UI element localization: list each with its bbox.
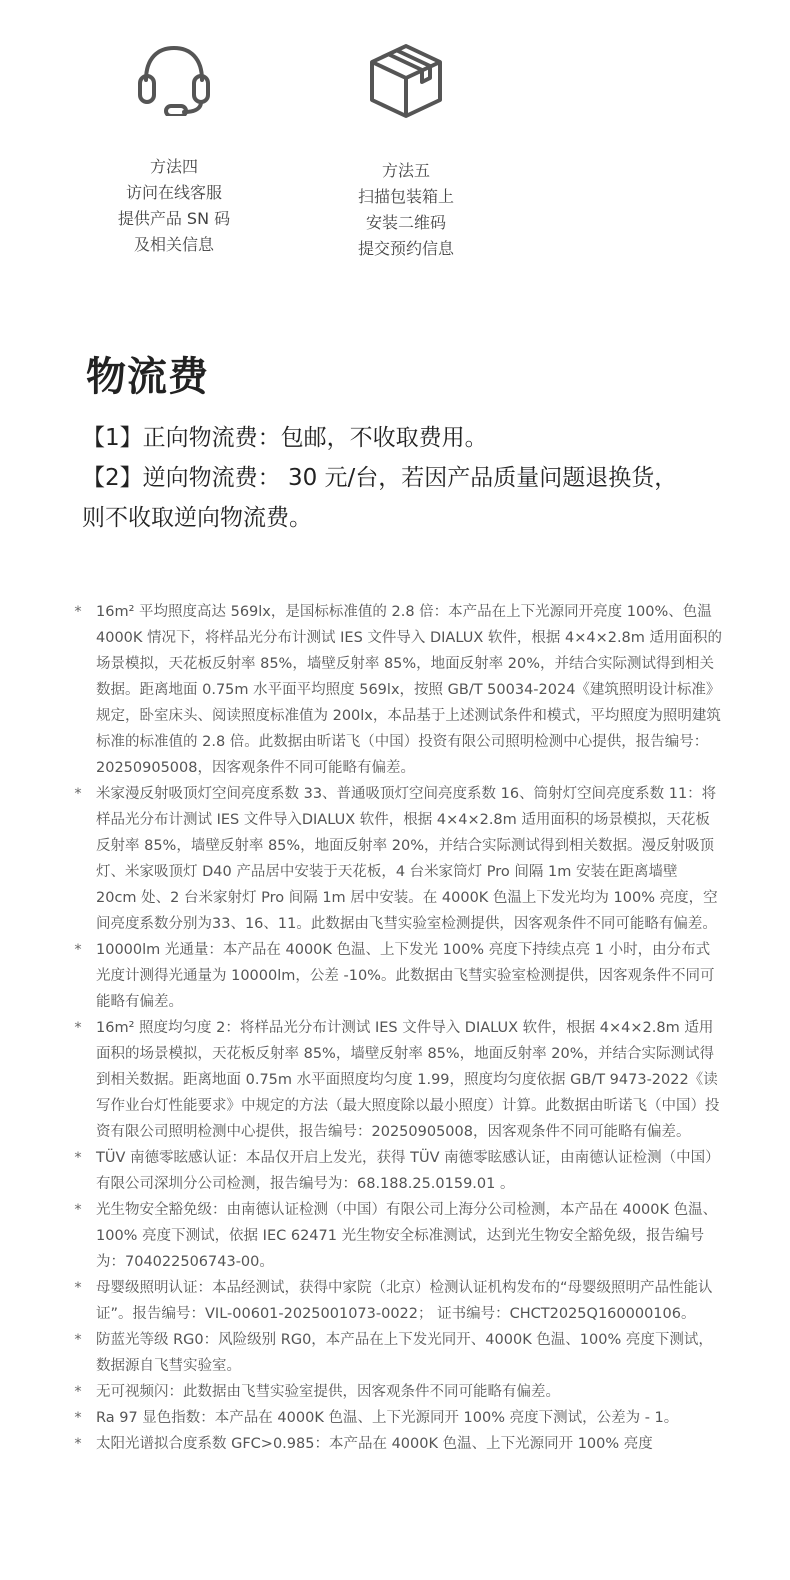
method-five-line: 扫描包装箱上 xyxy=(357,187,454,206)
method-four xyxy=(74,40,274,258)
footnote-marker: * xyxy=(74,942,82,958)
footnote-marker: * xyxy=(74,1020,82,1036)
footnote-text: 防蓝光等级 RG0：风险级别 RG0，本产品在上下发光同开、4000K 色温、100% 亮度下测试，数据源自飞彗实验室。 xyxy=(96,1332,713,1374)
footnote xyxy=(72,781,722,937)
footnote-text: TÜV 南德零眩感认证：本品仅开启上发光，获得 TÜV 南德零眩感认证，由南德认证检测（中国）有限公司深圳分公司检测，报告编号为：68.188.25.0159.01 。 xyxy=(96,1150,720,1192)
method-four-line: 提供产品 SN 码 xyxy=(117,209,231,228)
footnote-marker: * xyxy=(74,604,82,620)
footnote-text: 米家漫反射吸顶灯空间亮度系数 33、普通吸顶灯空间亮度系数 16、筒射灯空间亮度系数 11：将样品光分布计测试 IES 文件导入DIALUX 软件，根据 4×4×2.8m 适用面积的场景模拟，天花板反射率 85%，墙壁反射率 85%，地面反射率 20%，并结合实际测试得到相关数据。漫反射吸顶灯、米家吸顶灯 D40 产品居中安装于天花板，4 台米家筒灯 Pro 间隔 1m 安装在距离墙壁 20cm 处、2 台米家射灯 Pro 间隔 1m 居中安装。在 4000K 色温上下发光均为 100% 亮度，空间亮度系数分别为33、16、11。此数据由飞彗实验室检测提供，因客观条件不同可能略有偏差。 xyxy=(96,786,718,932)
logistics-line: 【2】逆向物流费： 30 元/台，若因产品质量问题退换货， xyxy=(82,465,678,491)
footnote xyxy=(72,1197,722,1275)
method-four-line: 访问在线客服 xyxy=(125,183,222,202)
footnote-marker: * xyxy=(74,1150,82,1166)
footnote xyxy=(72,1275,722,1327)
method-four-line: 及相关信息 xyxy=(133,235,214,254)
method-five-line: 提交预约信息 xyxy=(357,239,454,258)
headset-icon xyxy=(136,40,212,116)
footnote xyxy=(72,1431,722,1457)
method-five xyxy=(306,40,506,262)
method-four-line: 方法四 xyxy=(149,157,198,176)
box-icon xyxy=(366,40,446,120)
footnote-text: Ra 97 显色指数：本产品在 4000K 色温、上下光源同开 100% 亮度下测试，公差为 - 1。 xyxy=(96,1410,679,1426)
footnote xyxy=(72,1405,722,1431)
logistics-line: 则不收取逆向物流费。 xyxy=(82,505,312,531)
footnotes xyxy=(72,599,722,1457)
footnote-marker: * xyxy=(74,786,82,802)
footnote xyxy=(72,1015,722,1145)
footnote-text: 10000lm 光通量：本产品在 4000K 色温、上下发光 100% 亮度下持续点亮 1 小时，由分布式光度计测得光通量为 10000lm，公差 -10%。此数据由飞彗实验室检测提供，因客观条件不同可能略有偏差。 xyxy=(96,942,715,1010)
footnote xyxy=(72,937,722,1015)
method-five-line: 方法五 xyxy=(381,161,430,180)
footnote xyxy=(72,1145,722,1197)
logistics-title: 物流费 xyxy=(86,354,209,400)
footnote-marker: * xyxy=(74,1202,82,1218)
logistics-terms xyxy=(82,418,762,538)
footnote-text: 光生物安全豁免级：由南德认证检测（中国）有限公司上海分公司检测，本产品在 4000K 色温、100% 亮度下测试，依据 IEC 62471 光生物安全标准测试，达到光生物安全豁免级，报告编号为：704022506743-00。 xyxy=(96,1202,718,1270)
footnote-text: 母婴级照明认证：本品经测试，获得中家院（北京）检测认证机构发布的“母婴级照明产品性能认证”。报告编号：VIL-00601-2025001073-0022； 证书编号：CHCT2025Q160000106。 xyxy=(96,1280,713,1322)
logistics-line: 【1】正向物流费：包邮，不收取费用。 xyxy=(82,425,488,451)
footnote xyxy=(72,1327,722,1379)
footnote xyxy=(72,599,722,781)
footnote-text: 无可视频闪：此数据由飞彗实验室提供，因客观条件不同可能略有偏差。 xyxy=(96,1384,560,1400)
footnote-marker: * xyxy=(74,1384,82,1400)
method-five-line: 安装二维码 xyxy=(365,213,446,232)
footnote-text: 太阳光谱拟合度系数 GFC>0.985：本产品在 4000K 色温、上下光源同开 100% 亮度 xyxy=(96,1436,653,1452)
footnote xyxy=(72,1379,722,1405)
footnote-marker: * xyxy=(74,1332,82,1348)
footnote-marker: * xyxy=(74,1410,82,1426)
footnote-marker: * xyxy=(74,1436,82,1452)
footnote-text: 16m² 平均照度高达 569lx，是国标标准值的 2.8 倍：本产品在上下光源同开亮度 100%、色温 4000K 情况下，将样品光分布计测试 IES 文件导入 DIALUX 软件，根据 4×4×2.8m 适用面积的场景模拟，天花板反射率 85%，墙壁反射率 85%，地面反射率 20%，并结合实际测试得到相关数据。距离地面 0.75m 水平面平均照度 569lx，按照 GB/T 50034-2024《建筑照明设计标准》规定，卧室床头、阅读照度标准值为 200lx，本品基于上述测试条件和模式，平均照度为照明建筑标准的标准值的 2.8 倍。此数据由昕诺飞（中国）投资有限公司照明检测中心提供，报告编号：20250905008，因客观条件不同可能略有偏差。 xyxy=(96,604,723,776)
footnote-marker: * xyxy=(74,1280,82,1296)
footnote-text: 16m² 照度均匀度 2：将样品光分布计测试 IES 文件导入 DIALUX 软件，根据 4×4×2.8m 适用面积的场景模拟，天花板反射率 85%，墙壁反射率 85%，地面反射率 20%，并结合实际测试得到相关数据。距离地面 0.75m 水平面照度均匀度 1.99，照度均匀度依据 GB/T 9473-2022《读写作业台灯性能要求》中规定的方法（最大照度除以最小照度）计算。此数据由昕诺飞（中国）投资有限公司照明检测中心提供，报告编号：20250905008，因客观条件不同可能略有偏差。 xyxy=(96,1020,720,1140)
